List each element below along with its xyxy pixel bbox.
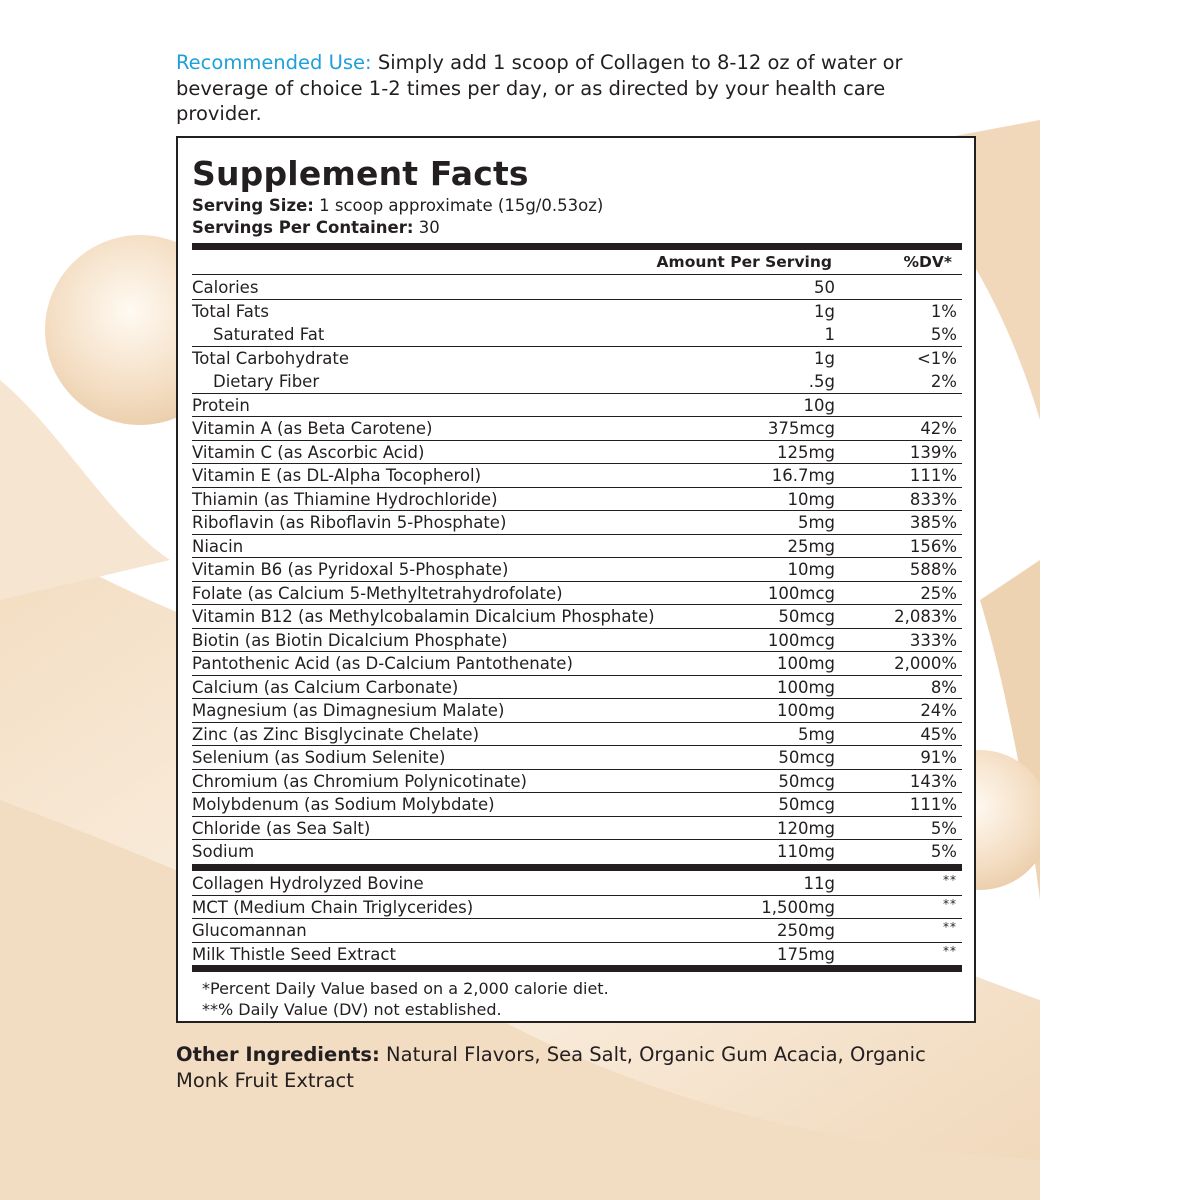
table-row xyxy=(192,723,962,747)
nutrient-dv: 111% xyxy=(909,466,957,485)
nutrient-name: Biotin (as Biotin Dicalcium Phosphate) xyxy=(192,630,508,650)
divider-thick xyxy=(192,243,962,250)
nutrient-dv: 1% xyxy=(930,301,957,321)
table-row xyxy=(192,919,962,943)
nutrient-dv: 2,000% xyxy=(894,654,957,673)
footnotes xyxy=(202,978,609,1020)
nutrient-amount: 50 xyxy=(814,278,835,297)
nutrient-name: Pantothenic Acid (as D-Calcium Pantothenate) xyxy=(192,654,573,673)
nutrient-amount: 10g xyxy=(803,395,835,415)
other-ingredients-label: Other Ingredients: xyxy=(176,1043,380,1066)
footnote-percent-dv: *Percent Daily Value based on a 2,000 calorie diet. xyxy=(202,979,609,998)
nutrient-amount: 175mg xyxy=(776,944,835,964)
serving-size-label: Serving Size: xyxy=(192,196,314,215)
nutrient-dv: 91% xyxy=(920,748,957,767)
table-row xyxy=(192,896,962,920)
nutrient-amount: 1g xyxy=(814,348,835,368)
table-row xyxy=(192,394,962,418)
nutrient-amount: 50mcg xyxy=(778,771,835,791)
nutrient-dv: 5% xyxy=(930,325,957,344)
nutrient-amount: 1g xyxy=(814,301,835,321)
nutrient-dv: 385% xyxy=(909,513,957,532)
nutrient-name: Vitamin B6 (as Pyridoxal 5-Phosphate) xyxy=(192,560,509,579)
serving-info xyxy=(192,195,603,239)
nutrient-dv: ** xyxy=(943,873,957,887)
nutrient-amount: 10mg xyxy=(787,560,835,579)
serving-size-value: 1 scoop approximate (15g/0.53oz) xyxy=(313,196,604,215)
other-ingredients xyxy=(176,1042,956,1093)
nutrient-name: Glucomannan xyxy=(192,921,307,940)
recommended-use xyxy=(176,50,946,127)
nutrient-amount: 1,500mg xyxy=(761,897,835,917)
nutrient-dv: 143% xyxy=(909,771,957,791)
nutrient-name: Calcium (as Calcium Carbonate) xyxy=(192,677,459,697)
nutrient-name: Total Fats xyxy=(192,301,269,321)
divider-thin xyxy=(192,274,962,275)
nutrient-dv: 156% xyxy=(909,536,957,556)
nutrient-dv: 2,083% xyxy=(894,607,957,626)
column-header-amount: Amount Per Serving xyxy=(656,253,832,271)
nutrient-dv: ** xyxy=(943,943,957,958)
column-header-dv: %DV* xyxy=(903,253,952,271)
table-row xyxy=(192,746,962,770)
servings-label: Servings Per Container: xyxy=(192,218,414,237)
divider-thick xyxy=(192,864,962,871)
nutrient-name: Zinc (as Zinc Bisglycinate Chelate) xyxy=(192,724,480,744)
nutrient-name: Riboflavin (as Riboflavin 5-Phosphate) xyxy=(192,513,507,532)
table-row xyxy=(192,943,962,967)
nutrient-amount: 100mcg xyxy=(767,583,835,603)
table-row xyxy=(192,535,962,559)
footnote-dv-not-established: **% Daily Value (DV) not established. xyxy=(202,1000,502,1019)
nutrient-dv: 139% xyxy=(909,442,957,462)
nutrient-amount: .5g xyxy=(808,372,835,391)
servings-value: 30 xyxy=(413,218,440,237)
table-row xyxy=(192,441,962,465)
nutrient-name: Protein xyxy=(192,395,250,415)
nutrient-name: Selenium (as Sodium Selenite) xyxy=(192,748,446,767)
nutrient-name: Vitamin E (as DL-Alpha Tocopherol) xyxy=(192,466,482,485)
nutrient-dv: 8% xyxy=(930,677,957,697)
nutrient-amount: 50mcg xyxy=(778,607,835,626)
table-row xyxy=(192,347,962,371)
divider-thick xyxy=(192,965,962,972)
nutrient-name: Milk Thistle Seed Extract xyxy=(192,944,396,964)
nutrient-amount: 50mcg xyxy=(778,748,835,767)
nutrient-amount: 1 xyxy=(824,325,835,344)
nutrient-amount: 110mg xyxy=(776,842,835,861)
nutrient-amount: 100mg xyxy=(776,677,835,697)
nutrient-dv: 5% xyxy=(930,842,957,861)
nutrient-dv: 2% xyxy=(930,372,957,391)
nutrient-amount: 50mcg xyxy=(778,795,835,814)
nutrient-name: Total Carbohydrate xyxy=(192,348,349,368)
nutrient-amount: 375mcg xyxy=(767,419,835,438)
nutrient-amount: 100mg xyxy=(776,701,835,720)
nutrient-table xyxy=(192,276,962,864)
supplement-facts-panel xyxy=(176,136,976,1023)
table-row xyxy=(192,817,962,841)
table-row xyxy=(192,872,962,896)
other-ingredients-text: Natural Flavors, Sea Salt, Organic Gum Acacia, Organic Monk Fruit Extract xyxy=(176,1043,926,1092)
table-row xyxy=(192,417,962,441)
nutrient-amount: 16.7mg xyxy=(771,466,835,485)
table-row xyxy=(192,276,962,300)
nutrient-amount: 100mg xyxy=(776,654,835,673)
table-row xyxy=(192,652,962,676)
nutrient-dv: 42% xyxy=(920,419,957,438)
nutrient-name: Vitamin A (as Beta Carotene) xyxy=(192,419,433,438)
table-row xyxy=(192,676,962,700)
nutrient-amount: 5mg xyxy=(797,724,835,744)
nutrient-dv: ** xyxy=(943,896,957,911)
table-row xyxy=(192,699,962,723)
nutrient-name: Chromium (as Chromium Polynicotinate) xyxy=(192,771,527,791)
nutrient-name: Niacin xyxy=(192,536,244,556)
table-row xyxy=(192,558,962,582)
nutrient-name: Saturated Fat xyxy=(213,325,325,344)
table-row xyxy=(192,770,962,794)
table-row xyxy=(192,840,962,864)
serving-size xyxy=(192,195,603,217)
table-row xyxy=(192,488,962,512)
facts-title: Supplement Facts xyxy=(192,154,529,193)
servings-per-container xyxy=(192,217,603,239)
nutrient-amount: 125mg xyxy=(776,442,835,462)
table-row xyxy=(192,464,962,488)
nutrient-amount: 10mg xyxy=(787,489,835,509)
table-row xyxy=(192,629,962,653)
nutrient-amount: 11g xyxy=(803,874,835,893)
nutrient-dv: 833% xyxy=(909,489,957,509)
nutrient-dv: <1% xyxy=(916,348,957,368)
recommended-use-label: Recommended Use: xyxy=(176,51,372,74)
nutrient-name: Sodium xyxy=(192,842,255,861)
nutrient-name: Calories xyxy=(192,278,259,297)
nutrient-name: Vitamin B12 (as Methylcobalamin Dicalcium Phosphate) xyxy=(192,607,655,626)
nutrient-amount: 5mg xyxy=(797,513,835,532)
nutrient-amount: 250mg xyxy=(776,921,835,940)
other-nutrient-table xyxy=(192,872,962,966)
nutrient-dv: 5% xyxy=(930,818,957,838)
nutrient-dv: 25% xyxy=(920,583,957,603)
nutrient-name: Thiamin (as Thiamine Hydrochloride) xyxy=(192,489,498,509)
nutrient-name: Folate (as Calcium 5-Methyltetrahydrofolate) xyxy=(192,583,563,603)
table-row xyxy=(192,511,962,535)
nutrient-dv: 24% xyxy=(920,701,957,720)
nutrient-name: Molybdenum (as Sodium Molybdate) xyxy=(192,795,495,814)
nutrient-name: Vitamin C (as Ascorbic Acid) xyxy=(192,442,425,462)
table-row xyxy=(192,300,962,324)
nutrient-dv: 588% xyxy=(909,560,957,579)
nutrient-name: Dietary Fiber xyxy=(213,372,320,391)
nutrient-dv: 333% xyxy=(909,630,957,650)
table-row xyxy=(192,323,962,347)
table-row xyxy=(192,370,962,394)
nutrient-name: Collagen Hydrolyzed Bovine xyxy=(192,874,424,893)
nutrient-dv: ** xyxy=(943,920,957,934)
nutrient-dv: 111% xyxy=(909,795,957,814)
nutrient-amount: 100mcg xyxy=(767,630,835,650)
nutrient-name: Magnesium (as Dimagnesium Malate) xyxy=(192,701,505,720)
table-row xyxy=(192,582,962,606)
table-row xyxy=(192,605,962,629)
nutrient-amount: 120mg xyxy=(776,818,835,838)
recommended-use-text: Simply add 1 scoop of Collagen to 8-12 oz of water or beverage of choice 1-2 times per day, or as directed by your health care provider. xyxy=(176,51,903,125)
nutrient-name: Chloride (as Sea Salt) xyxy=(192,818,371,838)
nutrient-name: MCT (Medium Chain Triglycerides) xyxy=(192,897,474,917)
nutrient-amount: 25mg xyxy=(787,536,835,556)
nutrient-dv: 45% xyxy=(920,724,957,744)
table-row xyxy=(192,793,962,817)
